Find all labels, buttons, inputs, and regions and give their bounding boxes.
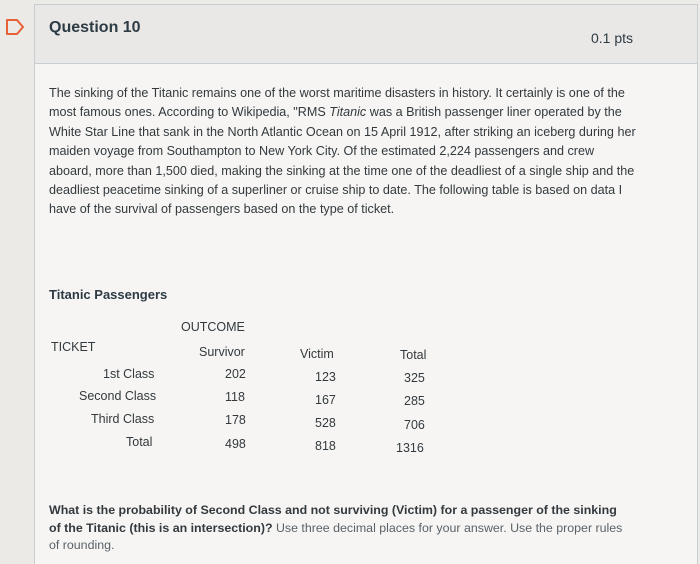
question-prompt xyxy=(49,502,629,555)
cell-first-survivor: 202 xyxy=(225,367,246,381)
cell-first-total: 325 xyxy=(404,371,425,385)
question-points: 0.1 pts xyxy=(590,30,633,46)
row-label-total: Total xyxy=(126,435,153,449)
row-label-third-class: Third Class xyxy=(91,412,155,426)
col-header-survivor: Survivor xyxy=(199,345,245,359)
col-header-victim: Victim xyxy=(300,347,334,361)
cell-third-survivor: 178 xyxy=(225,413,246,427)
cell-second-victim: 167 xyxy=(315,393,336,407)
cell-third-victim: 528 xyxy=(315,416,336,430)
col-header-total: Total xyxy=(400,348,427,362)
question-header xyxy=(35,5,697,64)
question-prompt-rest: Use three decimal places for your answer. Use the proper rules of rounding. xyxy=(49,520,623,552)
intro-italic-titanic: Titanic xyxy=(329,105,367,120)
ticket-header: TICKET xyxy=(51,340,96,354)
question-title: Question 10 xyxy=(49,19,141,36)
intro-part-1: The sinking of the Titanic remains one of the worst maritime disasters in history. It certainly is one of the most famous ones. According to Wikipedia, "RMS xyxy=(49,86,625,120)
question-intro-text xyxy=(49,84,639,220)
cell-third-total: 706 xyxy=(404,418,425,432)
cell-total-total: 1316 xyxy=(396,441,424,455)
question-card xyxy=(34,4,698,564)
cell-second-survivor: 118 xyxy=(225,390,245,404)
question-prompt-bold: What is the probability of Second Class and not surviving (Victim) for a passenger of the sinking of the Titanic (this is an intersection)? xyxy=(49,503,617,535)
bookmark-flag-icon[interactable] xyxy=(4,16,26,38)
cell-first-victim: 123 xyxy=(315,370,336,384)
cell-total-survivor: 498 xyxy=(225,437,246,451)
intro-part-2: was a British passenger liner operated by the White Star Line that sank in the North Atlantic Ocean on 15 April 1912, after striking an iceberg during her maiden voyage from Southampton to New York City. Of the estimated 2,224 passengers and crew aboard, more than 1,500 died, making the sinking at the time one of the deadliest of a single ship and the deadliest peacetime sinking of a superliner or cruise ship to date. The following table is based on data I have of the survival of passengers based on the type of ticket. xyxy=(49,105,636,217)
cell-total-victim: 818 xyxy=(315,439,336,453)
table-title: Titanic Passengers xyxy=(49,287,168,302)
cell-second-total: 285 xyxy=(404,394,425,408)
row-label-first-class: 1st Class xyxy=(103,367,155,381)
row-label-second-class: Second Class xyxy=(79,389,157,403)
outcome-header: OUTCOME xyxy=(181,320,245,334)
